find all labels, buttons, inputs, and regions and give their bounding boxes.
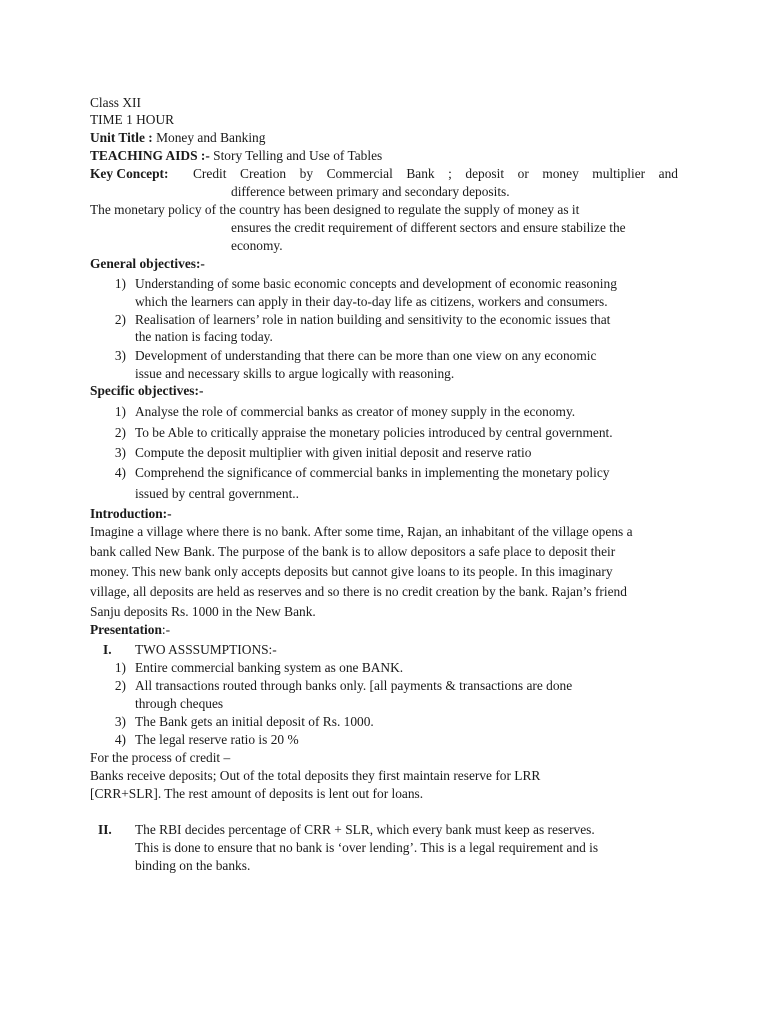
paragraph-line: village, all deposits are held as reserves and so there is no credit creation by the bank. Rajan’s friend (90, 583, 627, 599)
monetary-line1: The monetary policy of the country has been designed to regulate the supply of money as it (90, 202, 580, 217)
list-number: 4) (114, 465, 126, 480)
rbi-paragraph-line: The RBI decides percentage of CRR + SLR, which every bank must keep as reserves. (135, 822, 595, 837)
list-text: Realisation of learners’ role in nation building and sensitivity to the economic issues that (135, 312, 611, 327)
teaching-aids-value: Story Telling and Use of Tables (209, 148, 383, 163)
introduction-heading: Introduction:- (90, 506, 172, 521)
credit-process-line: [CRR+SLR]. The rest amount of deposits is lent out for loans. (90, 786, 424, 801)
list-text: The Bank gets an initial deposit of Rs. 1000. (135, 714, 374, 729)
list-text: Compute the deposit multiplier with given initial deposit and reserve ratio (135, 445, 532, 460)
list-text: Entire commercial banking system as one BANK. (135, 660, 404, 675)
list-number: 1) (114, 660, 126, 675)
list-number: 2) (114, 678, 126, 693)
key-concept-label: Key Concept: (90, 166, 169, 181)
list-number: 2) (114, 312, 126, 327)
unit-title-label: Unit Title : (90, 130, 153, 145)
list-text: Development of understanding that there can be more than one view on any economic (135, 348, 597, 363)
list-text: Comprehend the significance of commercial banks in implementing the monetary policy (135, 465, 610, 480)
paragraph-line: Sanju deposits Rs. 1000 in the New Bank. (90, 603, 316, 619)
time-line: TIME 1 HOUR (90, 112, 175, 127)
specific-objectives-heading: Specific objectives:- (90, 383, 204, 398)
list-text: the nation is facing today. (135, 329, 273, 344)
list-number: 4) (114, 732, 126, 747)
class-line: Class XII (90, 95, 141, 110)
paragraph-line: bank called New Bank. The purpose of the bank is to allow depositors a safe place to deposit their (90, 543, 616, 559)
unit-title-line (90, 129, 265, 147)
list-number: 3) (114, 348, 126, 363)
credit-process-line: For the process of credit – (90, 750, 231, 765)
credit-process-line: Banks receive deposits; Out of the total deposits they first maintain reserve for LRR (90, 768, 541, 783)
key-concept-line1: Credit Creation by Commercial Bank ; deposit or money multiplier and (193, 166, 678, 181)
paragraph-line: money. This new bank only accepts deposits but cannot give loans to its people. In this imaginary (90, 563, 613, 579)
list-text: Understanding of some basic economic concepts and development of economic reasoning (135, 276, 617, 291)
list-text: The legal reserve ratio is 20 % (135, 732, 299, 747)
list-number: 2) (114, 425, 126, 440)
list-text: To be Able to critically appraise the monetary policies introduced by central government. (135, 425, 613, 440)
list-text: issue and necessary skills to argue logically with reasoning. (135, 366, 455, 381)
paragraph-line: Imagine a village where there is no bank. After some time, Rajan, an inhabitant of the village opens a (90, 524, 633, 539)
list-text: which the learners can apply in their day-to-day life as citizens, workers and consumers. (135, 294, 608, 309)
list-number: 3) (114, 714, 126, 729)
list-text: issued by central government.. (135, 486, 299, 501)
list-text: All transactions routed through banks only. [all payments & transactions are done (135, 678, 573, 693)
teaching-aids-label: TEACHING AIDS :- (90, 148, 210, 163)
teaching-aids-line (90, 147, 382, 165)
general-objectives-heading: General objectives:- (90, 256, 205, 271)
rbi-paragraph-line: binding on the banks. (135, 858, 251, 873)
key-concept-line2: difference between primary and secondary deposits. (231, 184, 510, 199)
section-numeral-1: I. (103, 642, 112, 657)
list-text: through cheques (135, 696, 224, 711)
list-number: 1) (114, 276, 126, 291)
list-number: 3) (114, 445, 126, 460)
presentation-heading: Presentation:- (90, 622, 171, 637)
rbi-paragraph-line: This is done to ensure that no bank is ‘over lending’. This is a legal requirement and is (135, 840, 599, 855)
assumptions-title: TWO ASSSUMPTIONS:- (135, 642, 277, 657)
monetary-line2: ensures the credit requirement of different sectors and ensure stabilize the (231, 220, 626, 235)
list-text: Analyse the role of commercial banks as creator of money supply in the economy. (135, 404, 576, 419)
unit-title-value: Money and Banking (152, 130, 266, 145)
monetary-line3: economy. (231, 238, 283, 253)
introduction-paragraph (90, 522, 678, 622)
list-number: 1) (114, 404, 126, 419)
section-numeral-2: II. (98, 822, 112, 837)
